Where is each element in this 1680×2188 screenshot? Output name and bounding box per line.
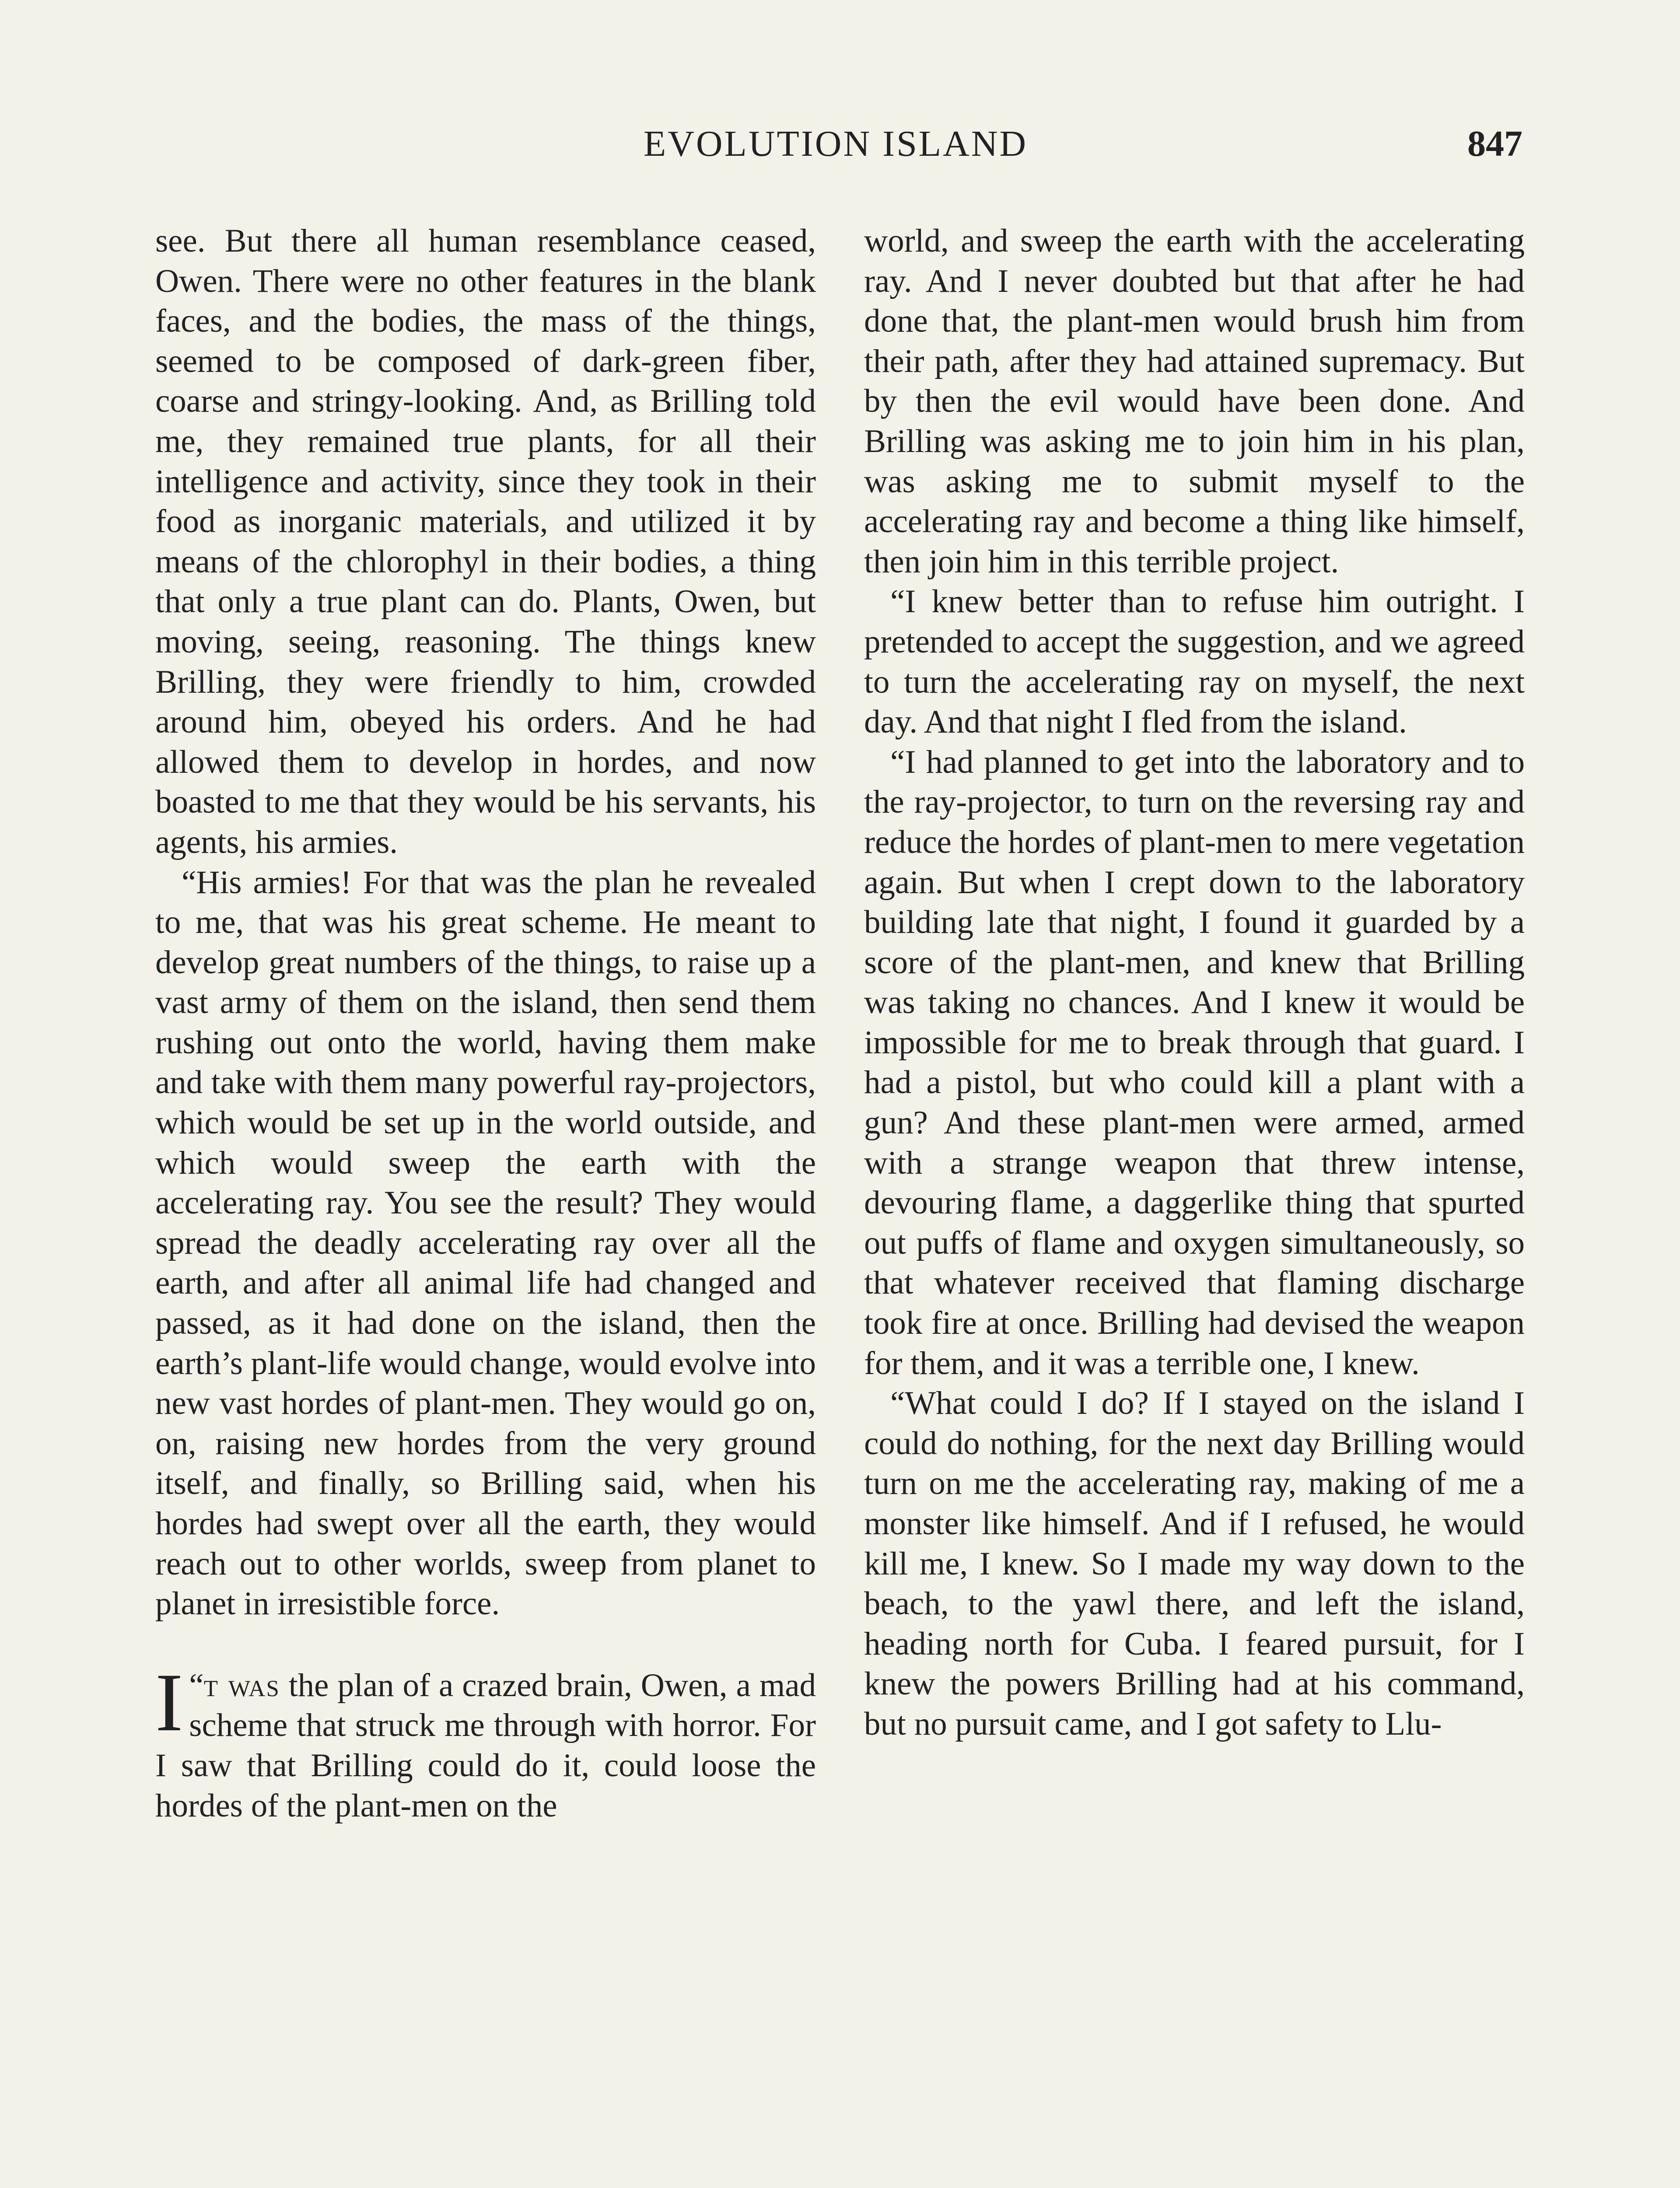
paragraph-text: the plan of a crazed brain, Owen, a mad scheme that struck me through with horror. For I saw that Brilling could do it, could loose the hordes of the plant-men on the — [155, 1667, 816, 1824]
smallcaps-lead: t was — [203, 1667, 280, 1704]
left-column — [155, 221, 816, 1826]
page-number: 847 — [1467, 123, 1522, 164]
left-paragraph-2: “His armies! For that was the plan he revealed to me, that was his great scheme. He meant to develop great numbers of the things, to raise up a vast army of them on the island, then send them rushing out onto the world, having them make and take with them many powerful ray-projectors, which would be set up in the world outside, and which would sweep the earth with the accelerating ray. You see the result? They would spread the deadly accelerating ray over all the earth, and after all animal life had changed and passed, as it had done on the island, then the earth’s plant-life would change, would evolve into new vast hordes of plant-men. They would go on, on, raising new hordes from the very ground itself, and finally, so Brilling said, when his hordes had swept over all the earth, they would reach out to other worlds, sweep from planet to planet in irresistible force. — [155, 864, 816, 1622]
left-paragraph-1: see. But there all human resemblance ceased, Owen. There were no other features in the blank faces, and the bodies, the mass of the things, seemed to be composed of dark-green fiber, coarse and stringy-looking. And, as Brilling told me, they remained true plants, for all their intelligence and activity, since they took in their food as inorganic materials, and utilized it by means of the chlorophyl in their bodies, a thing that only a true plant can do. Plants, Owen, but moving, seeing, reasoning. The things knew Brilling, they were friendly to him, crowded around him, obeyed his orders. And he had allowed them to develop in hordes, and now boasted to me that they would be his servants, his agents, his armies. — [155, 223, 816, 860]
running-title: EVOLUTION ISLAND — [643, 123, 1028, 164]
right-paragraph-3: “I had planned to get into the laboratory and to the ray-projector, to turn on the reversing ray and reduce the hordes of plant-men to mere vegetation again. But when I crept down to the laboratory building late that night, I found it guarded by a score of the plant-men, and knew that Brilling was taking no chances. And I knew it would be impossible for me to break through that guard. I had a pistol, but who could kill a plant with a gun? And these plant-men were armed, armed with a strange weapon that threw intense, devouring flame, a daggerlike thing that spurted out puffs of flame and oxygen simultaneously, so that whatever received that flaming discharge took fire at once. Brilling had devised the weapon for them, and it was a terrible one, I knew. — [864, 743, 1525, 1382]
left-paragraph-3 — [155, 1656, 816, 1826]
right-column — [864, 221, 1525, 1744]
right-paragraph-1: world, and sweep the earth with the accelerating ray. And I never doubted but that after he had done that, the plant-men would brush him from their path, after they had attained supremacy. But by then the evil would have been done. And Brilling was asking me to join him in his plan, was asking me to submit myself to the accelerating ray and become a thing like himself, then join him in this terrible project. — [864, 223, 1525, 580]
right-paragraph-4: “What could I do? If I stayed on the island I could do nothing, for the next day Brilling would turn on me the accelerating ray, making of me a monster like himself. And if I refused, he would kill me, I knew. So I made my way down to the beach, to the yawl there, and left the island, heading north for Cuba. I feared pursuit, for I knew the powers Brilling had at his command, but no pursuit came, and I got safety to Llu- — [864, 1385, 1525, 1742]
opening-quote: “ — [189, 1667, 204, 1704]
drop-cap: I — [155, 1656, 183, 1749]
right-paragraph-2: “I knew better than to refuse him outright. I pretended to accept the suggestion, and we agreed to turn the accelerating ray on myself, the next day. And that night I fled from the island. — [864, 583, 1525, 740]
page-header — [149, 123, 1522, 171]
